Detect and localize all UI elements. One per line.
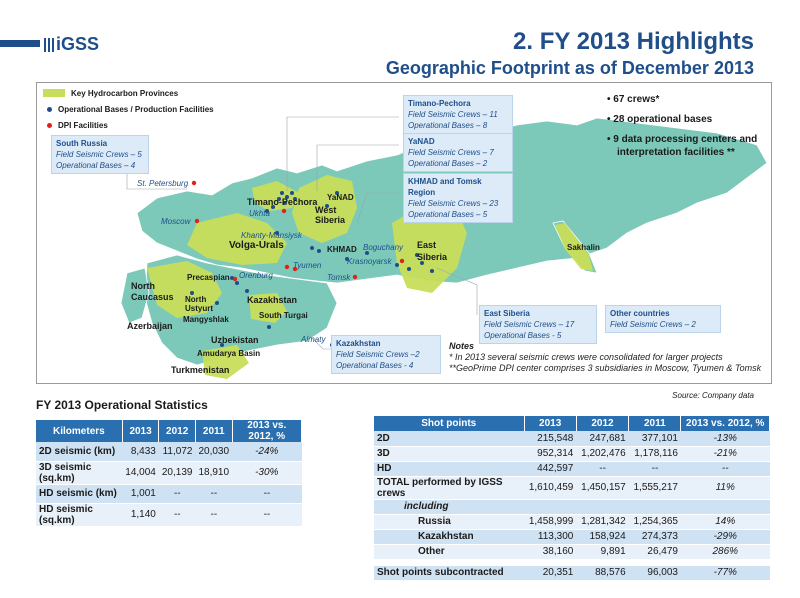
city-boguchany: Boguchany <box>363 243 404 252</box>
info-box-bases: Operational Bases - 5 <box>484 331 562 340</box>
notes-line: * In 2013 several seismic crews were consolidated for larger projects <box>449 352 723 362</box>
legend-label: DPI Facilities <box>58 120 108 130</box>
table-header: 2012 <box>159 420 196 442</box>
map-notes <box>449 341 761 374</box>
table-row <box>36 484 302 503</box>
label-timano-pechora: Timano-Pechora <box>247 197 318 207</box>
bullet-text: 67 crews* <box>613 94 660 105</box>
table-cell: 1,254,365 <box>629 514 681 529</box>
info-box-yanad <box>403 133 513 172</box>
city-ukhta: Ukhta <box>249 209 270 218</box>
table-cell: Russia <box>374 514 524 529</box>
label-khmad: KHMAD <box>327 245 357 254</box>
table-cell: 442,597 <box>524 461 576 476</box>
table-row <box>374 499 770 514</box>
table-cell: 377,101 <box>629 431 681 446</box>
table-cell: 18,910 <box>195 461 232 484</box>
table-header: 2011 <box>195 420 232 442</box>
label-amudarya: Amudarya Basin <box>197 349 261 358</box>
city-st-petersburg: St. Petersburg <box>137 179 189 188</box>
bullet-item: • 9 data processing centers and interpretation facilities ** <box>607 134 758 158</box>
table-cell: -77% <box>681 565 770 580</box>
label-volga-urals: Volga-Urals <box>229 240 284 251</box>
table-cell: -- <box>159 503 196 526</box>
table-cell: 14% <box>681 514 770 529</box>
city-krasnoyarsk: Krasnoyarsk <box>347 257 392 266</box>
info-box-title: South Russia <box>56 139 108 148</box>
table-cell: -- <box>195 503 232 526</box>
table-header: Shot points <box>374 416 524 431</box>
table-cell: -- <box>681 461 770 476</box>
table-cell: 3D <box>374 446 524 461</box>
table-cell: 158,924 <box>576 529 628 544</box>
table-cell: 11% <box>681 476 770 499</box>
table-header: 2013 vs. 2012, % <box>681 416 770 431</box>
table-cell: 20,351 <box>524 565 576 580</box>
city-khanty-mansiysk: Khanty-Mansiysk <box>241 231 302 240</box>
table-cell: -- <box>195 484 232 503</box>
table-cell: 8,433 <box>122 442 159 461</box>
table-header: 2013 <box>122 420 159 442</box>
info-box-other-countries <box>605 305 721 333</box>
city-orenburg: Orenburg <box>239 271 273 280</box>
label-north-ustyurt: North Ustyurt <box>185 295 214 313</box>
table-cell: -24% <box>232 442 301 461</box>
table-row <box>36 442 302 461</box>
table-cell: 9,891 <box>576 544 628 559</box>
legend-label: Operational Bases / Production Facilities <box>58 104 214 114</box>
table-row <box>374 565 770 580</box>
table-cell: 113,300 <box>524 529 576 544</box>
notes-title: Notes <box>449 341 475 351</box>
info-box-bases: Operational Bases – 8 <box>408 121 488 130</box>
label-north-caucasus: North Caucasus <box>131 281 174 302</box>
label-west-siberia: West Siberia <box>315 205 346 225</box>
table-cell: 14,004 <box>122 461 159 484</box>
table-cell: TOTAL performed by IGSS crews <box>374 476 524 499</box>
table-cell: HD <box>374 461 524 476</box>
table-header: 2013 <box>524 416 576 431</box>
table-cell: HD seismic (sq.km) <box>36 503 122 526</box>
info-box-title: East Siberia <box>484 309 530 318</box>
city-tomsk: Tomsk <box>327 273 351 282</box>
bullet-text: 9 data processing centers and interpretation facilities ** <box>613 134 758 158</box>
table-row <box>374 544 770 559</box>
table-row <box>36 461 302 484</box>
legend-label: Key Hydrocarbon Provinces <box>71 88 179 98</box>
legend-item-provinces <box>43 85 214 101</box>
table-cell: -30% <box>232 461 301 484</box>
red-dot-icon <box>47 123 52 128</box>
table-cell: -21% <box>681 446 770 461</box>
table-cell: 1,610,459 <box>524 476 576 499</box>
label-south-turgai: South Turgai <box>259 311 308 320</box>
table-row <box>374 461 770 476</box>
table-cell: 3D seismic (sq.km) <box>36 461 122 484</box>
city-moscow: Moscow <box>161 217 191 226</box>
table-cell: 215,548 <box>524 431 576 446</box>
info-box-title: Kazakhstan <box>336 339 381 348</box>
bullet-text: 28 operational bases <box>613 114 713 125</box>
table-cell <box>681 499 770 514</box>
label-precaspian: Precaspian <box>187 273 230 282</box>
table-cell: 1,001 <box>122 484 159 503</box>
table-cell: -- <box>629 461 681 476</box>
page-subtitle: Geographic Footprint as of December 2013 <box>385 58 754 78</box>
info-box-title: YaNAD <box>408 137 435 146</box>
source-note: Source: Company data <box>672 391 754 400</box>
info-box-south-russia <box>51 135 149 174</box>
table-header: 2011 <box>629 416 681 431</box>
table-cell: 96,003 <box>629 565 681 580</box>
label-yanad: YaNAD <box>327 193 354 202</box>
info-box-bases: Operational Bases – 4 <box>56 161 136 170</box>
bullet-item: • 28 operational bases <box>607 114 713 125</box>
info-box-title: Timano-Pechora <box>408 99 471 108</box>
table-cell: -- <box>232 484 301 503</box>
table-cell: 2D seismic (km) <box>36 442 122 461</box>
info-box-bases: Operational Bases – 5 <box>408 210 488 219</box>
table-cell: -- <box>232 503 301 526</box>
table-cell: HD seismic (km) <box>36 484 122 503</box>
table-header: 2013 vs. 2012, % <box>232 420 301 442</box>
info-box-crews: Field Seismic Crews – 23 <box>408 199 499 208</box>
label-uzbekistan: Uzbekistan <box>211 335 259 345</box>
label-azerbaijan: Azerbaijan <box>127 321 173 331</box>
info-box-bases: Operational Bases – 2 <box>408 159 488 168</box>
table-cell: 1,555,217 <box>629 476 681 499</box>
table-header-row <box>374 416 770 431</box>
info-box-crews: Field Seismic Crews – 17 <box>484 320 575 329</box>
company-logo <box>44 34 99 55</box>
table-cell: 20,139 <box>159 461 196 484</box>
table-cell: 1,450,157 <box>576 476 628 499</box>
table-cell: Shot points subcontracted <box>374 565 524 580</box>
table-cell: 952,314 <box>524 446 576 461</box>
label-kazakhstan: Kazakhstan <box>247 295 298 305</box>
info-box-crews: Field Seismic Crews – 5 <box>56 150 142 159</box>
summary-bullets <box>607 93 767 166</box>
table-row <box>374 431 770 446</box>
table-cell: Other <box>374 544 524 559</box>
info-box-bases: Operational Bases - 4 <box>336 361 414 370</box>
table-cell <box>576 499 628 514</box>
shot-points-table <box>374 416 770 581</box>
info-box-crews: Field Seismic Crews – 7 <box>408 148 494 157</box>
table-cell: 247,681 <box>576 431 628 446</box>
table-cell: 38,160 <box>524 544 576 559</box>
info-box-timano-pechora <box>403 95 513 134</box>
geographic-map <box>36 82 772 384</box>
label-mangyshlak: Mangyshlak <box>183 315 229 324</box>
table-cell: -13% <box>681 431 770 446</box>
label-turkmenistan: Turkmenistan <box>171 365 230 375</box>
table-cell: -- <box>576 461 628 476</box>
legend-item-dpi <box>43 117 214 133</box>
info-box-title: KHMAD and Tomsk Region <box>408 177 482 197</box>
table-cell: 1,178,116 <box>629 446 681 461</box>
legend-item-bases <box>43 101 214 117</box>
notes-line: **GeoPrime DPI center comprises 3 subsidiaries in Moscow, Tyumen & Tomsk <box>449 363 762 373</box>
info-box-crews: Field Seismic Crews – 2 <box>610 320 696 329</box>
table-cell: 1,458,999 <box>524 514 576 529</box>
table-cell: 26,479 <box>629 544 681 559</box>
label-sakhalin: Sakhalin <box>567 243 600 252</box>
table-cell: -29% <box>681 529 770 544</box>
info-box-crews: Field Seismic Crews –2 <box>336 350 420 359</box>
table-cell: 274,373 <box>629 529 681 544</box>
table-cell: -- <box>159 484 196 503</box>
info-box-crews: Field Seismic Crews – 11 <box>408 110 498 119</box>
table-row <box>374 514 770 529</box>
logo-icon <box>44 38 54 52</box>
operational-stats-table <box>36 420 302 527</box>
table-cell: 286% <box>681 544 770 559</box>
table-cell: including <box>374 499 524 514</box>
table-row <box>374 476 770 499</box>
table-row <box>36 503 302 526</box>
city-almaty: Almaty <box>301 335 326 344</box>
table-header-row <box>36 420 302 442</box>
table-cell: Kazakhstan <box>374 529 524 544</box>
table-cell <box>629 499 681 514</box>
table-header: Kilometers <box>36 420 122 442</box>
table-row <box>374 529 770 544</box>
table-cell: 1,202,476 <box>576 446 628 461</box>
label-east-siberia: East Siberia <box>417 240 448 262</box>
table-cell: 1,281,342 <box>576 514 628 529</box>
info-box-east-siberia <box>479 305 597 344</box>
page-title: 2. FY 2013 Highlights <box>513 28 754 55</box>
city-tyumen: Tyumen <box>293 261 322 270</box>
table-header: 2012 <box>576 416 628 431</box>
info-box-kazakhstan <box>331 335 441 374</box>
table-cell: 2D <box>374 431 524 446</box>
stats-title: FY 2013 Operational Statistics <box>36 398 208 412</box>
header-accent-bar <box>0 40 40 47</box>
blue-dot-icon <box>47 107 52 112</box>
table-cell: 20,030 <box>195 442 232 461</box>
info-box-khmad-tomsk <box>403 173 513 223</box>
table-cell: 1,140 <box>122 503 159 526</box>
table-cell: 11,072 <box>159 442 196 461</box>
province-swatch-icon <box>43 89 65 97</box>
bullet-item: • 67 crews* <box>607 94 660 105</box>
map-legend <box>43 85 214 133</box>
table-cell: 88,576 <box>576 565 628 580</box>
table-row <box>374 446 770 461</box>
table-cell <box>524 499 576 514</box>
info-box-title: Other countries <box>610 309 670 318</box>
logo-text: iGSS <box>56 34 100 54</box>
